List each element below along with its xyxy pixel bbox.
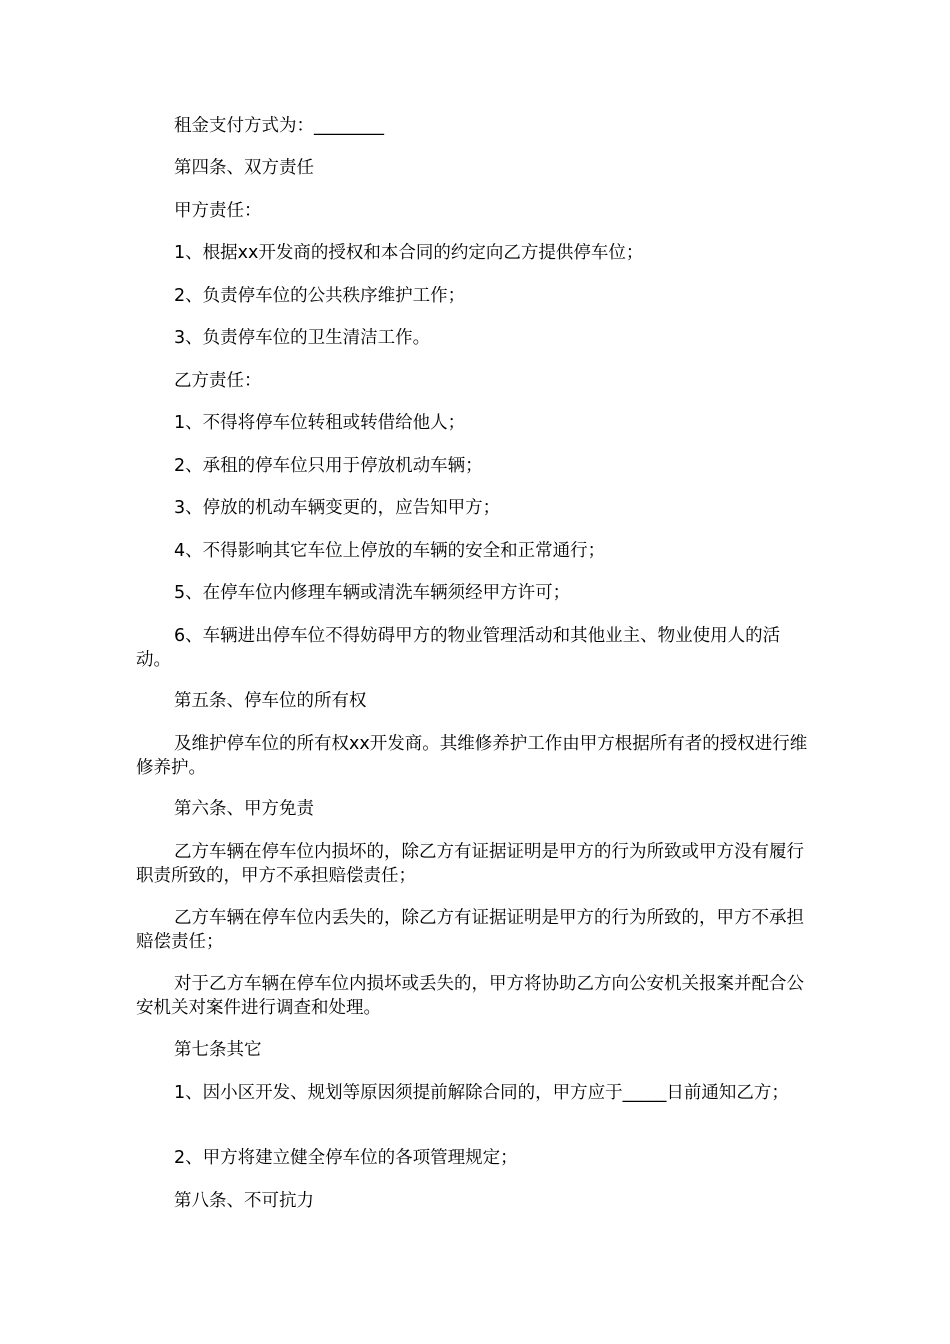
party-b-item-4: 4、不得影响其它车位上停放的车辆的安全和正常通行； <box>174 541 606 561</box>
article-7-heading: 第七条其它 <box>174 1040 262 1060</box>
article-6-heading: 第六条、甲方免责 <box>174 799 314 819</box>
article-6-clause-1: 乙方车辆在停车位内损坏的，除乙方有证据证明是甲方的行为所致或甲方没有履行职责所致的，甲方不承担赔偿责任； <box>136 842 804 886</box>
party-b-item-1: 1、不得将停车位转租或转借给他人； <box>174 413 466 433</box>
article-4-heading: 第四条、双方责任 <box>174 158 314 178</box>
article-7-item-1: 1、因小区开发、规划等原因须提前解除合同的，甲方应于_____日前通知乙方； <box>174 1083 789 1103</box>
party-b-item-3: 3、停放的机动车辆变更的，应告知甲方； <box>174 498 501 518</box>
party-a-responsibility-heading: 甲方责任： <box>174 201 262 221</box>
article-6-clause-3: 对于乙方车辆在停车位内损坏或丢失的，甲方将协助乙方向公安机关报案并配合公安机关对案件进行调查和处理。 <box>136 974 804 1018</box>
party-a-item-2: 2、负责停车位的公共秩序维护工作； <box>174 286 466 306</box>
party-b-item-6: 6、车辆进出停车位不得妨碍甲方的物业管理活动和其他业主、物业使用人的活动。 <box>136 626 781 670</box>
party-b-responsibility-heading: 乙方责任： <box>174 371 262 391</box>
rent-payment-method: 租金支付方式为：________ <box>174 116 384 136</box>
party-b-item-2: 2、承租的停车位只用于停放机动车辆； <box>174 456 483 476</box>
party-a-item-1: 1、根据xx开发商的授权和本合同的约定向乙方提供停车位； <box>174 243 644 263</box>
article-5-body: 及维护停车位的所有权xx开发商。其维修养护工作由甲方根据所有者的授权进行维修养护。 <box>136 734 808 778</box>
article-5-heading: 第五条、停车位的所有权 <box>174 691 367 711</box>
party-a-item-3: 3、负责停车位的卫生清洁工作。 <box>174 328 431 348</box>
article-6-clause-2: 乙方车辆在停车位内丢失的，除乙方有证据证明是甲方的行为所致的，甲方不承担赔偿责任； <box>136 908 804 952</box>
article-8-heading: 第八条、不可抗力 <box>174 1191 314 1211</box>
article-7-item-2: 2、甲方将建立健全停车位的各项管理规定； <box>174 1148 518 1168</box>
party-b-item-5: 5、在停车位内修理车辆或清洗车辆须经甲方许可； <box>174 583 571 603</box>
